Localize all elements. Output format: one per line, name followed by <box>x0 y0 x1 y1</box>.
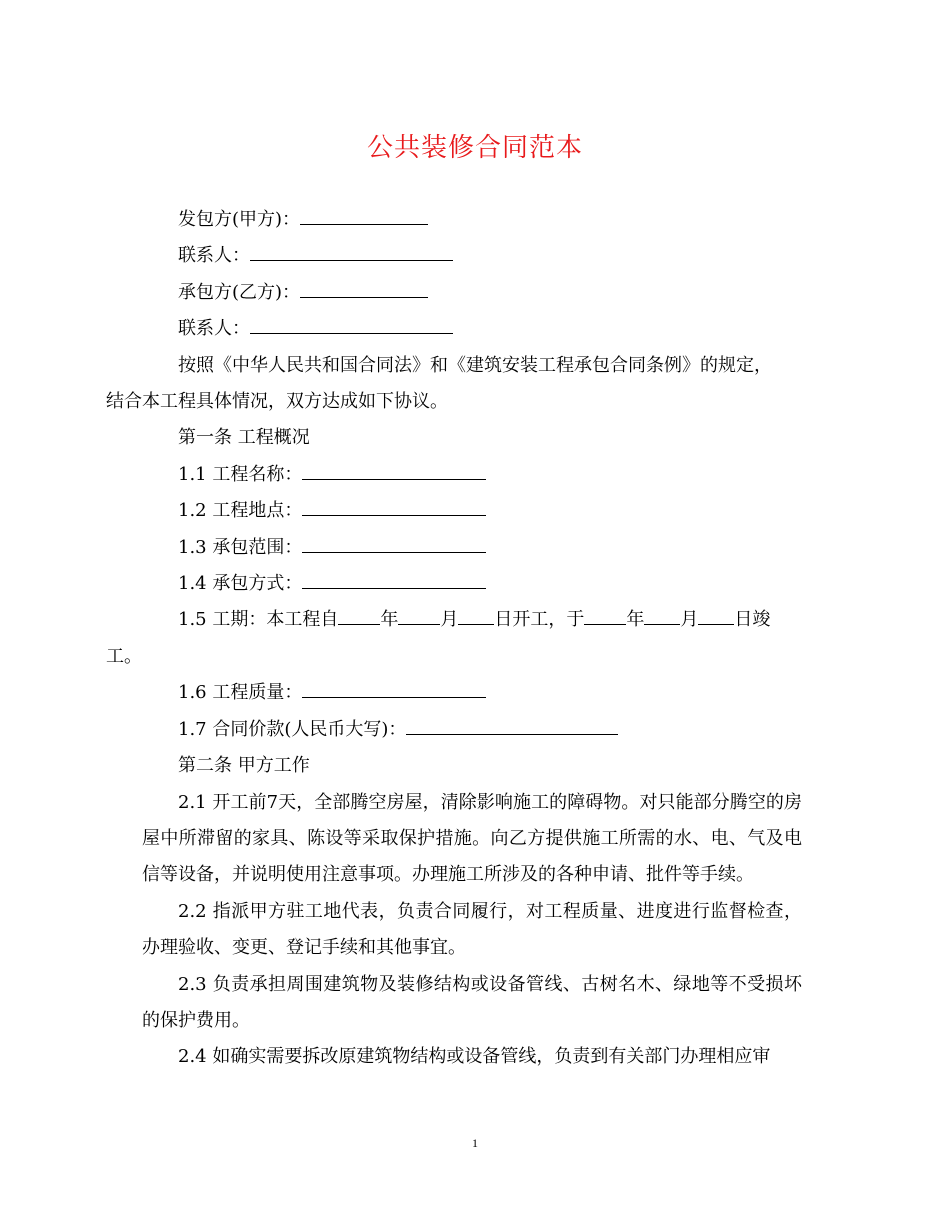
item-1-5-prefix: 1.5 工期：本工程自 <box>178 609 339 631</box>
contract-scope-blank[interactable] <box>302 534 486 553</box>
party-a-line <box>142 202 802 238</box>
intro-line-1: 按照《中华人民共和国合同法》和《建筑安装工程承包合同条例》的规定， <box>178 354 772 376</box>
contact-a-line <box>142 238 802 274</box>
document-title: 公共装修合同范本 <box>366 133 583 163</box>
party-a-blank[interactable] <box>300 206 428 225</box>
item-1-3 <box>142 530 802 566</box>
article-2-heading: 第二条 甲方工作 <box>178 755 310 777</box>
end-day-blank[interactable] <box>698 606 734 625</box>
paragraph-2-2: 2.2 指派甲方驻工地代表，负责合同履行，对工程质量、进度进行监督检查，办理验收、变更、登记手续和其他事宜。 <box>142 900 802 959</box>
contact-a-label: 联系人： <box>178 245 250 267</box>
month-label: 月 <box>440 609 459 631</box>
article-1-heading: 第一条 工程概况 <box>178 427 310 449</box>
end-year-blank[interactable] <box>584 606 626 625</box>
page-number: 1 <box>472 1136 478 1150</box>
start-year-blank[interactable] <box>338 606 380 625</box>
item-1-4 <box>142 566 802 602</box>
intro-paragraph <box>106 348 802 421</box>
item-1-5 <box>106 602 802 675</box>
item-1-2-label: 1.2 工程地点： <box>178 500 303 522</box>
item-1-1 <box>142 457 802 493</box>
contact-b-line <box>142 311 802 347</box>
end-day-label: 日竣 <box>734 609 771 631</box>
contact-b-label: 联系人： <box>178 318 250 340</box>
month-label-2: 月 <box>680 609 699 631</box>
contact-b-blank[interactable] <box>250 315 453 334</box>
intro-line-2: 结合本工程具体情况，双方达成如下协议。 <box>106 391 448 413</box>
end-month-blank[interactable] <box>644 606 680 625</box>
item-1-7 <box>142 712 802 748</box>
item-1-3-label: 1.3 承包范围： <box>178 536 303 558</box>
contact-a-blank[interactable] <box>250 242 453 261</box>
start-day-label: 日开工，于 <box>494 609 585 631</box>
item-1-6 <box>142 675 802 711</box>
paragraph-2-4: 2.4 如确实需要拆改原建筑物结构或设备管线，负责到有关部门办理相应审 <box>178 1046 771 1068</box>
item-1-5-end: 工。 <box>106 645 142 667</box>
quality-blank[interactable] <box>302 679 486 698</box>
start-day-blank[interactable] <box>458 606 494 625</box>
project-location-blank[interactable] <box>302 497 486 516</box>
year-label-2: 年 <box>626 609 645 631</box>
paragraph-2-1: 2.1 开工前7天，全部腾空房屋，清除影响施工的障碍物。对只能部分腾空的房屋中所滞留的家具、陈设等采取保护措施。向乙方提供施工所需的水、电、气及电信等设备，并说明使用注意事项。办理施工所涉及的各种申请、批件等手续。 <box>142 791 802 886</box>
paragraph-2-3: 2.3 负责承担周围建筑物及装修结构或设备管线、古树名木、绿地等不受损坏的保护费用。 <box>142 973 802 1031</box>
party-b-line <box>142 275 802 311</box>
contract-method-blank[interactable] <box>302 570 486 589</box>
item-1-4-label: 1.4 承包方式： <box>178 573 303 595</box>
project-name-blank[interactable] <box>302 461 486 480</box>
party-b-blank[interactable] <box>300 279 428 298</box>
start-month-blank[interactable] <box>398 606 440 625</box>
party-b-label: 承包方(乙方)： <box>178 281 301 303</box>
item-1-6-label: 1.6 工程质量： <box>178 682 303 704</box>
document-body <box>106 202 802 1076</box>
price-blank[interactable] <box>406 716 618 735</box>
item-1-2 <box>142 493 802 529</box>
party-a-label: 发包方(甲方)： <box>178 209 301 230</box>
item-1-1-label: 1.1 工程名称： <box>178 463 303 485</box>
year-label: 年 <box>380 609 399 631</box>
item-1-7-label: 1.7 合同价款(人民币大写)： <box>178 718 407 740</box>
